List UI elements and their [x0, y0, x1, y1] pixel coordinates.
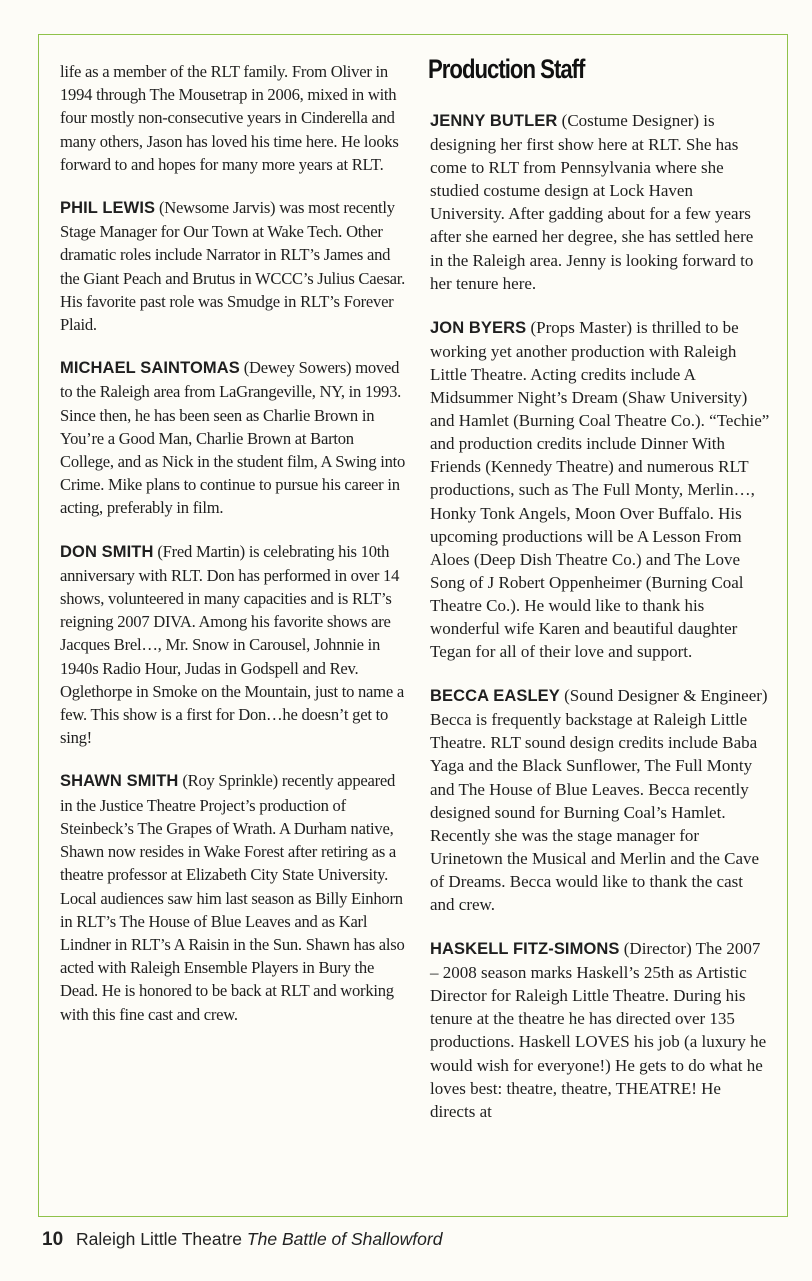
- bio-name: DON SMITH: [60, 542, 154, 561]
- bio-text: (Dewey Sowers) moved to the Raleigh area from LaGrangeville, NY, in 1993. Since then, he has been seen as Charlie Brown in You’re a Good Man, Charlie Brown at Barton College, and as Nick in the student film, A Swing into Crime. Mike plans to continue to pursue his career in acting, preferably in film.: [60, 358, 406, 518]
- footer-show-title: The Battle of Shallowford: [246, 1229, 443, 1249]
- bio-don-smith: [60, 540, 406, 750]
- bio-phil-lewis: [60, 196, 406, 336]
- bio-text: (Newsome Jarvis) was most recently Stage Manager for Our Town at Wake Tech. Other dramatic roles include Narrator in RLT’s James and the Giant Peach and Brutus in WCCC’s Julius Caesar. His favorite past role was Smudge in RLT’s Forever Plaid.: [60, 198, 406, 335]
- page-number: 10: [42, 1229, 64, 1250]
- intro-paragraph: life as a member of the RLT family. From Oliver in 1994 through The Mousetrap in 2006, mixed in with four mostly non-consecutive years in Cinderella and many others, Jason has loved his time here. He looks forward to and hopes for many more years at RLT.: [60, 62, 399, 174]
- bio-name: JENNY BUTLER: [430, 112, 558, 130]
- bio-text: (Director) The 2007 – 2008 season marks Haskell’s 25th as Artistic Director for Raleigh Little Theatre. During his tenure at the theatre he has directed over 135 productions. Haskell LOVES his job (a luxury he would wish for everyone!) He gets to do what he loves best: theatre, theatre, THEATRE! He directs at: [430, 939, 767, 1121]
- bio-jon-byers: [430, 316, 770, 663]
- bio-name: JON BYERS: [430, 318, 527, 337]
- bio-shawn-smith: [60, 769, 406, 1025]
- bio-text: (Costume Designer) is designing her first show here at RLT. She has come to RLT from Pennsylvania where she studied costume design at Lock Haven University. After gadding about for a few years after she earned her degree, she has settled here in the Raleigh area. Jenny is looking forward to her tenure here.: [430, 111, 754, 293]
- section-title: Production Staff: [428, 54, 585, 84]
- bio-michael-saintomas: [60, 356, 406, 519]
- bio-text: (Sound Designer & Engineer) Becca is frequently backstage at Raleigh Little Theatre. RLT sound design credits include Baba Yaga and the Black Sunflower, The Full Monty and The House of Blue Leaves. Becca recently designed sound for Burning Coal’s Hamlet. Recently she was the stage manager for Urinetown the Musical and Merlin and the Cave of Dreams. Becca would like to thank the cast and crew.: [430, 686, 768, 914]
- bio-haskell-fitz-simons: [430, 937, 770, 1123]
- bio-name: MICHAEL SAINTOMAS: [60, 359, 240, 378]
- bio-name: SHAWN SMITH: [60, 772, 179, 791]
- bio-name: HASKELL FITZ-SIMONS: [430, 940, 620, 959]
- right-column: [430, 50, 770, 1144]
- left-column: [60, 60, 406, 1046]
- page-footer: [42, 1229, 442, 1251]
- footer-org: Raleigh Little Theatre: [76, 1229, 243, 1249]
- bio-becca-easley: [430, 684, 770, 916]
- bio-text: (Roy Sprinkle) recently appeared in the Justice Theatre Project’s production of Steinbeck’s The Grapes of Wrath. A Durham native, Shawn now resides in Wake Forest after retiring as a theatre professor at Elizabeth City State University. Local audiences saw him last season as Billy Einhorn in RLT’s The House of Blue Leaves and as Karl Lindner in RLT’s A Raisin in the Sun. Shawn has also acted with Raleigh Ensemble Players in Bury the Dead. He is honored to be back at RLT and working with this fine cast and crew.: [60, 771, 405, 1024]
- bio-name: BECCA EASLEY: [430, 687, 560, 706]
- bio-jenny-butler: [430, 109, 770, 295]
- bio-text: (Props Master) is thrilled to be working yet another production with Raleigh Little Theatre. Acting credits include A Midsummer Night’s Dream (Shaw University) and Hamlet (Burning Coal Theatre Co.). “Techie” and production credits include Dinner With Friends (Kennedy Theatre) and numerous RLT productions, such as The Full Monty, Merlin…, Honky Tonk Angels, Moon Over Buffalo. His upcoming productions will be A Lesson From Aloes (Deep Dish Theatre Co.) and The Love Song of J Robert Oppenheimer (Burning Coal Theatre Co.). He would like to thank his wonderful wife Karen and beautiful daughter Tegan for all of their love and support.: [430, 317, 770, 662]
- bio-text: (Fred Martin) is celebrating his 10th anniversary with RLT. Don has performed in over 14 shows, volunteered in many capacities and is RLT’s reigning 2007 DIVA. Among his favorite shows are Jacques Brel…, Mr. Snow in Carousel, Johnnie in 1940s Radio Hour, Judas in Godspell and Rev. Oglethorpe in Smoke on the Mountain, just to name a few. This show is a first for Don…he doesn’t get to sing!: [60, 541, 404, 748]
- bio-name: PHIL LEWIS: [60, 199, 156, 218]
